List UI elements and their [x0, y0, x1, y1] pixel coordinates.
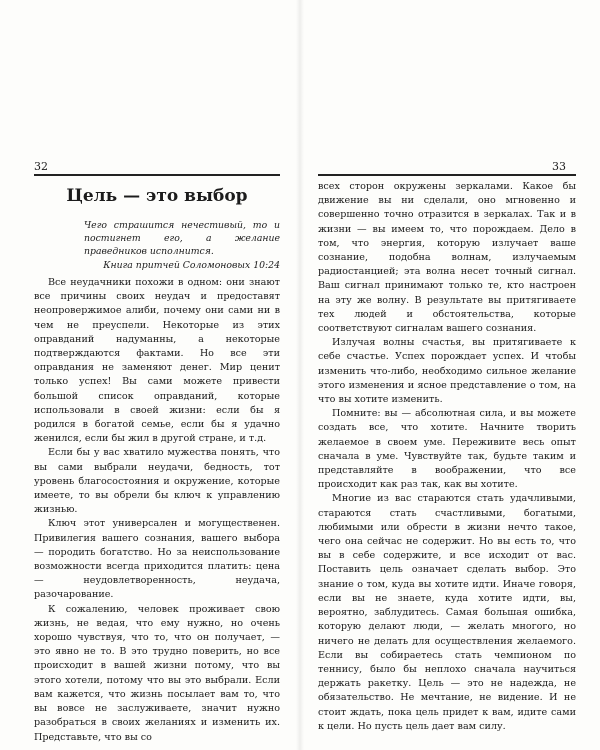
- page-number-right: 33: [552, 160, 566, 173]
- paragraph: Излучая волны счастья, вы притягиваете к себе счастье. Успех порождает успех. И чтобы изменить что-либо, необходимо сильное желание этого изменения и ясное представление о том, на что вы хотите изменить.: [318, 337, 576, 406]
- right-page: [300, 0, 600, 750]
- paragraph: Если бы у вас хватило мужества понять, что вы сами выбрали неудачи, бедность, тот уровень благосостояния и окружение, которые имеете, то вы обрели бы ключ к управлению жизнью.: [34, 447, 280, 516]
- epigraph: [84, 219, 280, 272]
- header-rule-right: [318, 174, 576, 176]
- paragraph: всех сторон окружены зеркалами. Какое бы движение вы ни сделали, оно мгновенно и совершенно точно отразится в зеркалах. Так и в жизни — вы имеем то, что порождаем. Дело в том, что энергия, которую излучает ваше сознание, подобна волнам, излучаемым радиостанцией; эта волна несет точный сигнал. Ваш сигнал принимают только те, кто настроен на эту же волну. В результате вы притягиваете тех людей и обстоятельства, которые соответствуют сигналам вашего сознания.: [318, 181, 576, 335]
- paragraph: Все неудачники похожи в одном: они знают все причины своих неудач и предоставят неопровержимое алиби, почему они сами ни в чем не преуспели. Некоторые из этих оправданий надуманны, а некоторые подтверждаются фактами. Но все эти оправдания не заменяют денег. Мир ценит только успех! Вы сами можете привести большой список оправданий, которые использовали в своей жизни: если бы я родился в богатой семье, если бы я удачно женился, если бы жил в другой стране, и т.д.: [34, 277, 280, 445]
- epigraph-source: Книга притчей Соломоновых 10:24: [103, 260, 280, 271]
- epigraph-text: Чего страшится нечестивый, то и постигнет его, а желание праведников исполнится.: [84, 220, 280, 257]
- chapter-title: Цель — это выбор: [66, 186, 248, 206]
- page-number-left: 32: [34, 160, 48, 173]
- paragraph: Ключ этот универсален и могущественен. Привилегия вашего сознания, вашего выбора — породить богатство. Но за неиспользование возможности всегда приходится платить: цена — неудовлетворенность, неудача, разочарование.: [34, 518, 280, 601]
- left-body-text: [34, 276, 280, 745]
- right-body-text: [318, 180, 576, 734]
- paragraph: Помните: вы — абсолютная сила, и вы можете создать все, что хотите. Начните творить желаемое в своем уме. Переживите весь опыт сначала в уме. Чувствуйте так, будьте таким и представляйте в воображении, что все происходит как раз так, как вы хотите.: [318, 408, 576, 491]
- paragraph: К сожалению, человек проживает свою жизнь, не ведая, что ему нужно, но очень хорошо чувствуя, что то, что он получает, — это явно не то. В это трудно поверить, но все происходит в вашей жизни потому, что вы этого хотели, потому что вы это выбрали. Если вам кажется, что жизнь посылает вам то, что вы вовсе не заслуживаете, значит нужно разобраться в своих желаниях и изменить их. Представьте, что вы со: [34, 603, 280, 743]
- paragraph: Многие из вас стараются стать удачливыми, стараются стать счастливыми, богатыми, любимыми или обрести в жизни нечто такое, чего она сейчас не содержит. Но вы есть то, что вы в себе содержите, и все исходит от вас. Поставить цель означает сделать выбор. Это знание о том, куда вы хотите идти. Иначе говоря, если вы не знаете, куда хотите идти, вы, вероятно, заблудитесь. Самая большая ошибка, которую делают люди, — желать многого, но ничего не делать для осуществления желаемого. Если вы собираетесь стать чемпионом по теннису, было бы неплохо сначала научиться держать ракетку. Цель — это не надежда, не обязательство. Не мечтание, не видение. И не стоит ждать, пока цель придет к вам, идите сами к цели. Но пусть цель дает вам силу.: [318, 493, 576, 732]
- header-rule-left: [34, 174, 280, 176]
